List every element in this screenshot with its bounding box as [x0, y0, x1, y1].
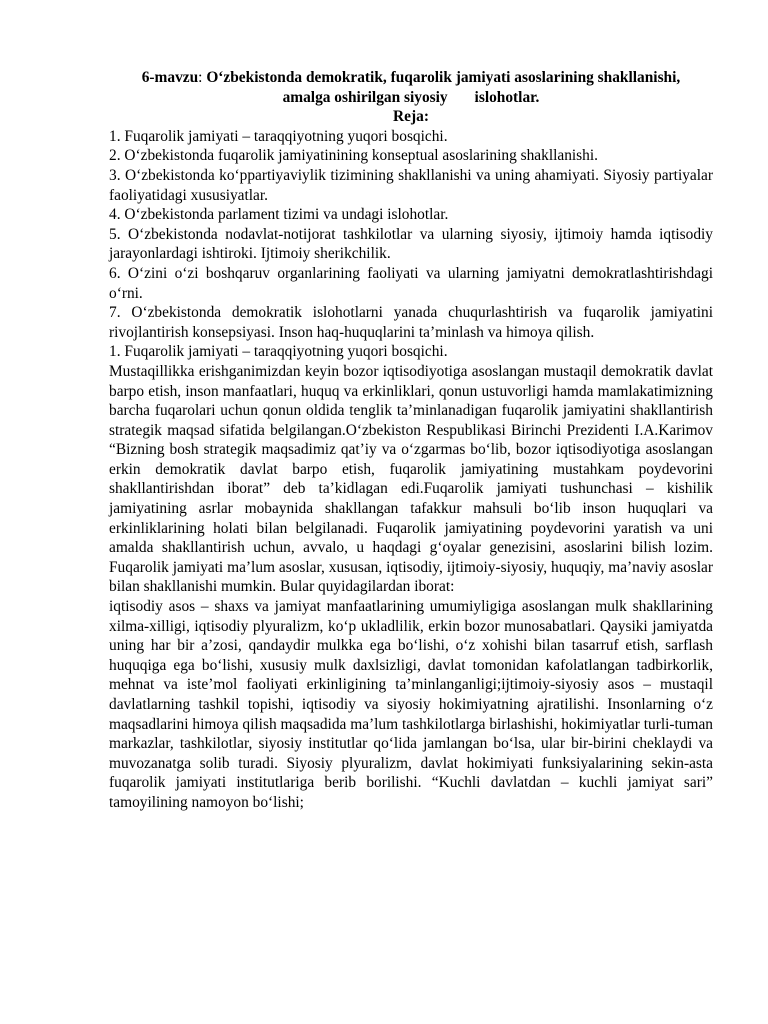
- title-separator: :: [198, 69, 203, 86]
- title-text: O‘zbekistonda demokratik, fuqarolik jamiyati asoslarining shakllanishi, amalga oshirilgan siyosiy islohotlar.: [206, 69, 685, 106]
- plan-list: [109, 127, 713, 343]
- section-heading: 1. Fuqarolik jamiyati – taraqqiyotning yuqori bosqichi.: [109, 343, 448, 361]
- plan-item-2: 2. O‘zbekistonda fuqarolik jamiyatinining konseptual asoslarining shakllanishi.: [109, 147, 598, 165]
- plan-item-6: 6. O‘zini o‘zi boshqaruv organlarining faoliyati va ularning jamiyatni demokratlashtirishdagi o‘rni.: [109, 264, 713, 302]
- body-paragraph-2: iqtisodiy asos – shaxs va jamiyat manfaatlarining umumiyligiga asoslangan mulk shakllarining xilma-xilligi, iqtisodiy plyuralizm, ko‘p ukladlilik, erkin bozor munosabatlari. Qaysiki jamiyatda uning har bir a’zosi, qandaydir mulkka ega bo‘lishi, o‘z xohishi bilan tasarruf etish, sarflash huquqiga ega bo‘lishi, xususiy mulk daxlsizligi, davlat tomonidan kafolatlangan tadbirkorlik, mehnat va iste’mol faoliyati erkinligining ta’minlanganligi;ijtimoiy-siyosiy asos – mustaqil davlatlarning tashkil topishi, iqtisodiy va siyosiy hokimiyatning ajratilishi. Insonlarning o‘z maqsadlarini himoya qilish maqsadida ma’lum tashkilotlarga birlashishi, hokimiyatlar turli-tuman markazlar, tashkilotlar, siyosiy institutlar qo‘lida jamlangan bo‘lsa, ular bir-birini cheklaydi va muvozanatga solib turadi. Siyosiy plyuralizm, davlat hokimiyati funksiyalarining sekin-asta fuqarolik jamiyati institutlariga berib borilishi. “Kuchli davlatdan – kuchli jamiyat sari” tamoyilining namoyon bo‘lishi;: [109, 598, 713, 811]
- plan-heading: Reja:: [393, 108, 429, 126]
- plan-item-1: 1. Fuqarolik jamiyati – taraqqiyotning yuqori bosqichi.: [109, 127, 448, 145]
- document-page: [109, 68, 713, 813]
- body-paragraph-1: Mustaqillikka erishganimizdan keyin bozor iqtisodiyotiga asoslangan mustaqil demokratik davlat barpo etish, inson manfaatlari, huquq va erkinliklari, qonun ustuvorligi hamda mamlakatimizning barcha fuqarolari uchun qonun oldida tenglik ta’minlanadigan fuqarolik jamiyatini shakllantirish strategik maqsad sifatida belgilangan.O‘zbekiston Respublikasi Birinchi Prezidenti I.A.Karimov “Bizning bosh strategik maqsadimiz qat’iy va o‘zgarmas bo‘lib, bozor iqtisodiyotiga asoslangan erkin demokratik davlat barpo etish, fuqarolik jamiyatining mustahkam poydevorini shakllantirishdan iborat” deb ta’kidlagan edi.Fuqarolik jamiyati tushunchasi – kishilik jamiyatining asrlar mobaynida shakllangan tafakkur mahsuli bo‘lib inson huquqlari va erkinliklarining holati bilan belgilanadi. Fuqarolik jamiyatining poydevorini yaratish va uni amalda shakllantirish uchun, avvalo, u haqdagi g‘oyalar genezisini, asoslarini bilish lozim. Fuqarolik jamiyati ma’lum asoslar, xususan, iqtisodiy, ijtimoiy-siyosiy, huquqiy, ma’naviy asoslar bilan shakllanishi mumkin. Bular quyidagilardan iborat:: [109, 362, 713, 596]
- plan-item-4: 4. O‘zbekistonda parlament tizimi va undagi islohotlar.: [109, 206, 449, 224]
- plan-item-7: 7. O‘zbekistonda demokratik islohotlarni yanada chuqurlashtirish va fuqarolik jamiyatini rivojlantirish konsepsiyasi. Inson haq-huquqlarini ta’minlash va himoya qilish.: [109, 304, 713, 341]
- topic-number: 6-mavzu: [141, 69, 199, 86]
- plan-item-3: 3. O‘zbekistonda ko‘ppartiyaviylik tizimining shakllanishi va uning ahamiyati. Siyosiy partiyalar faoliyatidagi xususiyatlar.: [109, 166, 713, 204]
- plan-item-5: 5. O‘zbekistonda nodavlat-notijorat tashkilotlar va ularning siyosiy, ijtimoiy hamda iqtisodiy jarayonlardagi ishtiroki. Ijtimoiy sherikchilik.: [109, 225, 713, 263]
- document-title: [109, 68, 713, 107]
